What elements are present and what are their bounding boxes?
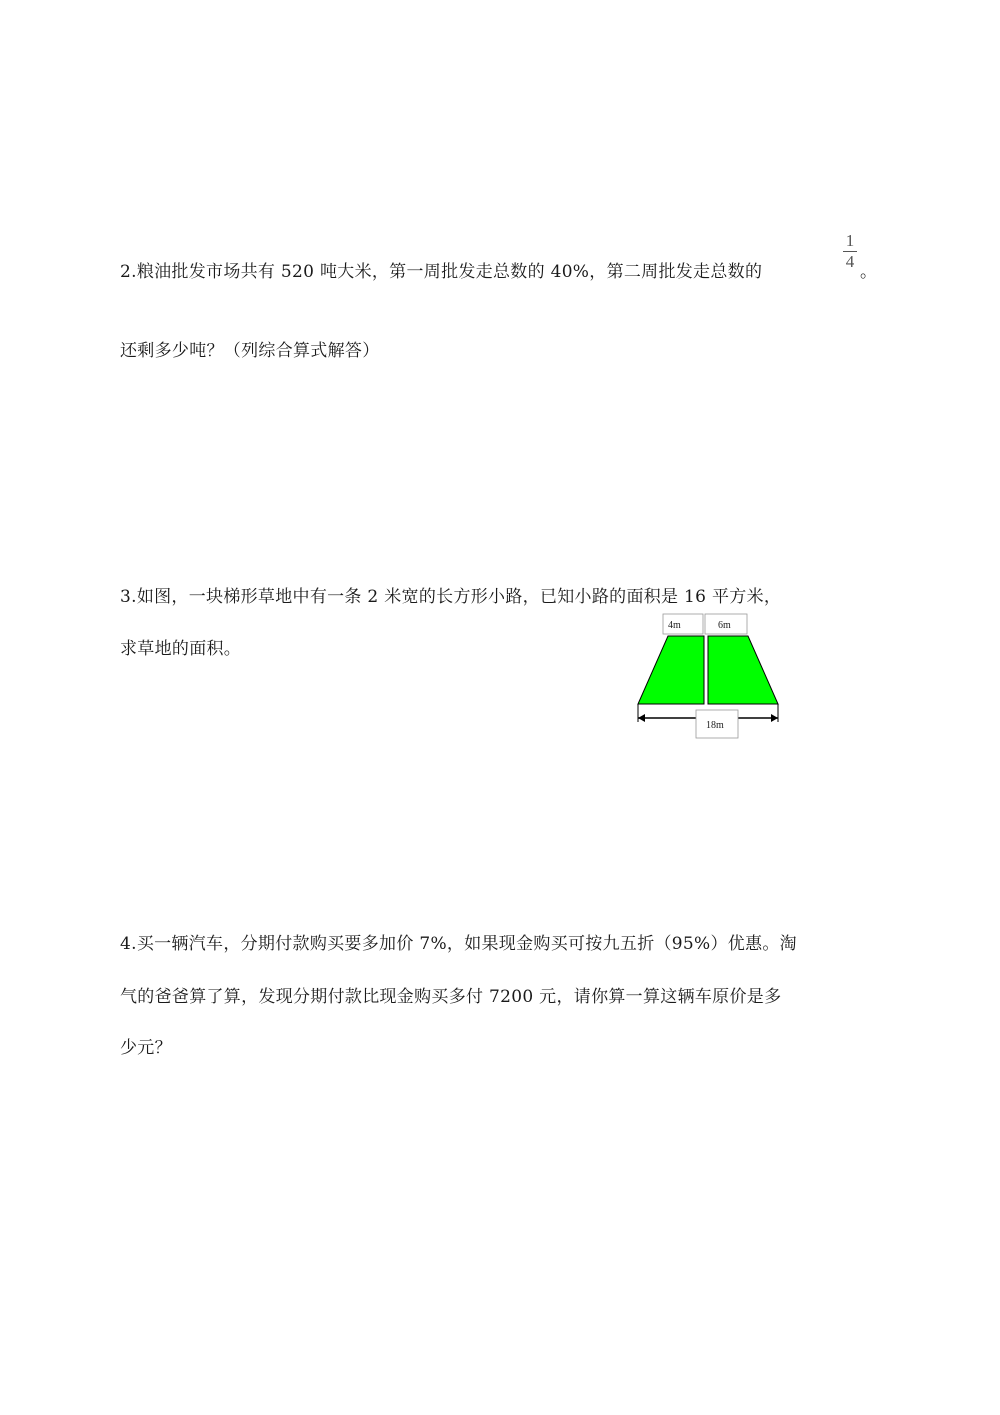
trapezoid-figure [630,612,790,742]
q3-text-line-1: 3.如图，一块梯形草地中有一条 2 米宽的长方形小路，已知小路的面积是 16 平方米， [120,587,782,607]
fraction-numerator: 1 [845,231,855,250]
q2-line-end: 。 [860,262,877,282]
arrow-left [638,714,645,722]
label-6m: 6m [718,620,731,631]
q4-text-line-2: 气的爸爸算了算，发现分期付款比现金购买多付 7200 元，请你算一算这辆车原价是多 [120,987,782,1007]
lawn-right-part [708,636,778,704]
q2-text-line-2: 还剩多少吨？（列综合算式解答） [120,341,380,361]
q2-text-line-1: 2.粮油批发市场共有 520 吨大米，第一周批发走总数的 40%，第二周批发走总数的 [120,262,763,282]
q3-text-line-2: 求草地的面积。 [120,639,242,659]
q4-text-line-3: 少元？ [120,1038,172,1058]
label-4m: 4m [668,620,681,631]
q2-fraction [841,231,859,272]
q4-text-line-1: 4.买一辆汽车，分期付款购买要多加价 7%，如果现金购买可按九五折（95%）优惠。淘 [120,934,797,954]
arrow-right [771,714,778,722]
lawn-left-part [638,636,704,704]
label-18m: 18m [706,720,724,731]
fraction-denominator: 4 [845,252,855,271]
trapezoid-svg [630,612,790,742]
